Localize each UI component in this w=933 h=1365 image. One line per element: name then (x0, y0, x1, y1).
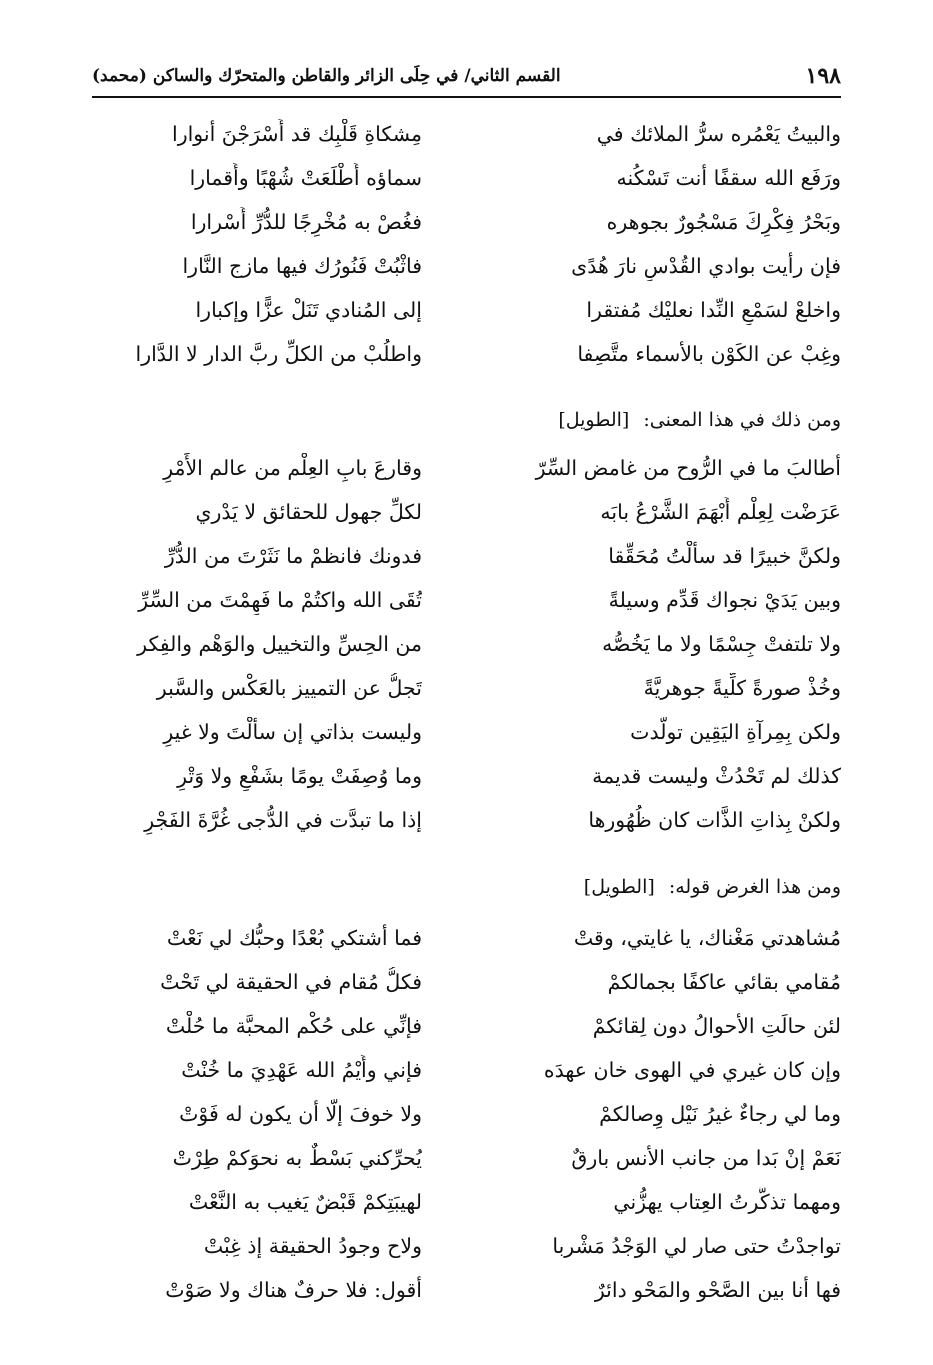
first-hemistich: مُشاهدتي مَغْناك، يا غايتي، وقتْ (573, 926, 841, 950)
verse-line (92, 710, 841, 754)
intro-text: ومن هذا الغرض قوله: (668, 876, 841, 898)
running-title: القسم الثاني/ في حِلَى الزائر والقاطن والمتحرّك والساكن (محمد) (92, 66, 561, 86)
verse-line (92, 1092, 841, 1136)
verse-line (92, 200, 841, 244)
poem-1 (92, 112, 841, 376)
second-hemistich: فغُصْ به مُخْرِجًا للدُّرِّ أَسْرارا (190, 210, 422, 234)
first-hemistich: فإن رأيت بوادي القُدْسِ نارَ هُدًى (571, 254, 841, 278)
second-hemistich: إلى المُنادي تَنَلْ عزًّا وإكبارا (195, 298, 422, 322)
second-hemistich: لكلِّ جهول للحقائق لا يَدْري (195, 500, 422, 524)
first-hemistich: فها أنا بين الصَّحْو والمَحْو دائرٌ (594, 1278, 841, 1302)
first-hemistich: وبَحْرُ فِكْرِكَ مَسْجُورٌ بجوهره (606, 210, 841, 234)
second-hemistich: وما وُصِفَتْ يومًا بشَفْعٍ ولا وَتْرِ (177, 764, 422, 788)
poem-3 (92, 916, 841, 1312)
second-hemistich: يُحرِّكني بَسْطٌ به نحوَكمْ طِرْتْ (172, 1146, 422, 1170)
meter-label: [الطويل] (583, 876, 655, 898)
page-number: ١٩٨ (805, 63, 841, 89)
second-hemistich: تَجلُّ عن التمييز بالعَكْس والسَّبر (156, 676, 422, 700)
verse-line (92, 754, 841, 798)
first-hemistich: لئن حالَتِ الأحوالُ دون لِقائكمْ (592, 1014, 841, 1038)
second-hemistich: فكلُّ مُقام في الحقيقة لي تَحْتْ (160, 970, 422, 994)
verse-line (92, 1268, 841, 1312)
first-hemistich: وإن كان غيري في الهوى خان عهدَه (543, 1058, 841, 1082)
second-hemistich: فإنِّي على حُكْم المحبَّة ما حُلْتْ (165, 1014, 422, 1038)
first-hemistich: وما لي رجاءٌ غيرُ نَيْل وِصالكمْ (599, 1102, 841, 1126)
second-hemistich: إذا ما تبدَّت في الدُّجى غُرَّةَ الفَجْرِ (144, 808, 422, 832)
verse-line (92, 534, 841, 578)
verse-line (92, 578, 841, 622)
second-hemistich: ولا خوفَ إلَّا أن يكون له فَوْتْ (179, 1102, 422, 1126)
first-hemistich: تواجدْتُ حتى صار لي الوَجْدُ مَشْربا (552, 1234, 841, 1258)
verse-line (92, 332, 841, 376)
verse-line (92, 666, 841, 710)
verse-line (92, 244, 841, 288)
meter-label: [الطويل] (558, 409, 630, 431)
second-hemistich: ولاح وجودُ الحقيقة إذ غِبْتْ (203, 1234, 422, 1258)
first-hemistich: وخُذْ صورةً كلِّيةً جوهريَّةً (643, 676, 841, 700)
section-intro (92, 872, 841, 902)
header-rule (92, 96, 841, 98)
first-hemistich: ولا تلتفتْ جِسْمًا ولا ما يَخُصُّه (602, 632, 841, 656)
verse-line (92, 1048, 841, 1092)
verse-line (92, 156, 841, 200)
first-hemistich: أطالبَ ما في الرُّوح من غامض السِّرّ (535, 456, 841, 480)
first-hemistich: مُقامي بقائي عاكفًا بجمالكمْ (607, 970, 841, 994)
first-hemistich: وغِبْ عن الكَوْن بالأسماء متَّصِفا (577, 342, 841, 366)
second-hemistich: فاثْبُتْ فَنُورُك فيها مازج النَّارا (182, 254, 422, 278)
first-hemistich: ورَفَع الله سقفًا أنت تَسْكُنه (616, 166, 841, 190)
page-header (92, 60, 841, 90)
verse-line (92, 112, 841, 156)
verse-line (92, 490, 841, 534)
first-hemistich: وبين يَدَيْ نجواك قَدِّم وسيلةً (608, 588, 841, 612)
first-hemistich: ومهما تذكَّرتُ العِتاب يهزُّني (613, 1190, 841, 1214)
second-hemistich: سماؤه أَطْلَعَتْ شُهْبًا وأَقمارا (189, 166, 422, 190)
poem-2 (92, 446, 841, 842)
first-hemistich: نَعَمْ إنْ بَدا من جانب الأنس بارقٌ (571, 1146, 841, 1170)
second-hemistich: وليست بذاتي إن سأَلْتَ ولا غيرِ (163, 720, 422, 744)
verse-line (92, 1224, 841, 1268)
first-hemistich: ولكن بِمِرآةِ اليَقِين تولَّدت (630, 720, 841, 744)
second-hemistich: واطلُبْ من الكلِّ ربَّ الدار لا الدَّارا (135, 342, 422, 366)
second-hemistich: تُقَى الله واكتُمْ ما فَهِمْتَ من السِّرِّ (138, 588, 422, 612)
verse-line (92, 1004, 841, 1048)
verse-line (92, 288, 841, 332)
verse-line (92, 960, 841, 1004)
verse-line (92, 446, 841, 490)
second-hemistich: فإني وأَيْمُ الله عَهْدِيَ ما خُنْتْ (181, 1058, 422, 1082)
first-hemistich: ولكنَّ خبيرًا قد سأَلْتُ مُحَقِّقا (608, 544, 841, 568)
second-hemistich: وقارعَ بابِ العِلْم من عالم الأَمْرِ (163, 456, 422, 480)
first-hemistich: عَرَضْت لِعِلْم أَبْهَمَ الشَّرْعُ بابَه (600, 500, 841, 524)
second-hemistich: أقول: فلا حرفٌ هناك ولا صَوْتْ (165, 1278, 422, 1302)
verse-line (92, 1136, 841, 1180)
second-hemistich: مِشكاةِ قَلْبِك قد أَسْرَجْنَ أنوارا (172, 122, 422, 146)
second-hemistich: فدونك فانظمْ ما نَثَرْتَ من الدُّرِّ (164, 544, 422, 568)
first-hemistich: ولكنْ بِذاتِ الذَّات كان ظُهُورها (588, 808, 841, 832)
verse-line (92, 916, 841, 960)
first-hemistich: واخلعْ لسَمْعِ النِّدا نعليْك مُفتقرا (586, 298, 841, 322)
verse-line (92, 798, 841, 842)
verse-line (92, 622, 841, 666)
section-intro (92, 405, 841, 435)
first-hemistich: والبيتُ يَعْمُره سرُّ الملائك في (596, 122, 841, 146)
verse-line (92, 1180, 841, 1224)
intro-text: ومن ذلك في هذا المعنى: (643, 409, 841, 431)
first-hemistich: كذلك لم تَحْدُثْ وليست قديمة (592, 764, 841, 788)
second-hemistich: من الحِسِّ والتخييل والوَهْم والفِكر (137, 632, 422, 656)
second-hemistich: لهيبَتِكمْ قَبْضٌ يَغيب به النَّعْتْ (188, 1190, 422, 1214)
second-hemistich: فما أشتكي بُعْدًا وحبُّك لي نَعْتْ (166, 926, 422, 950)
